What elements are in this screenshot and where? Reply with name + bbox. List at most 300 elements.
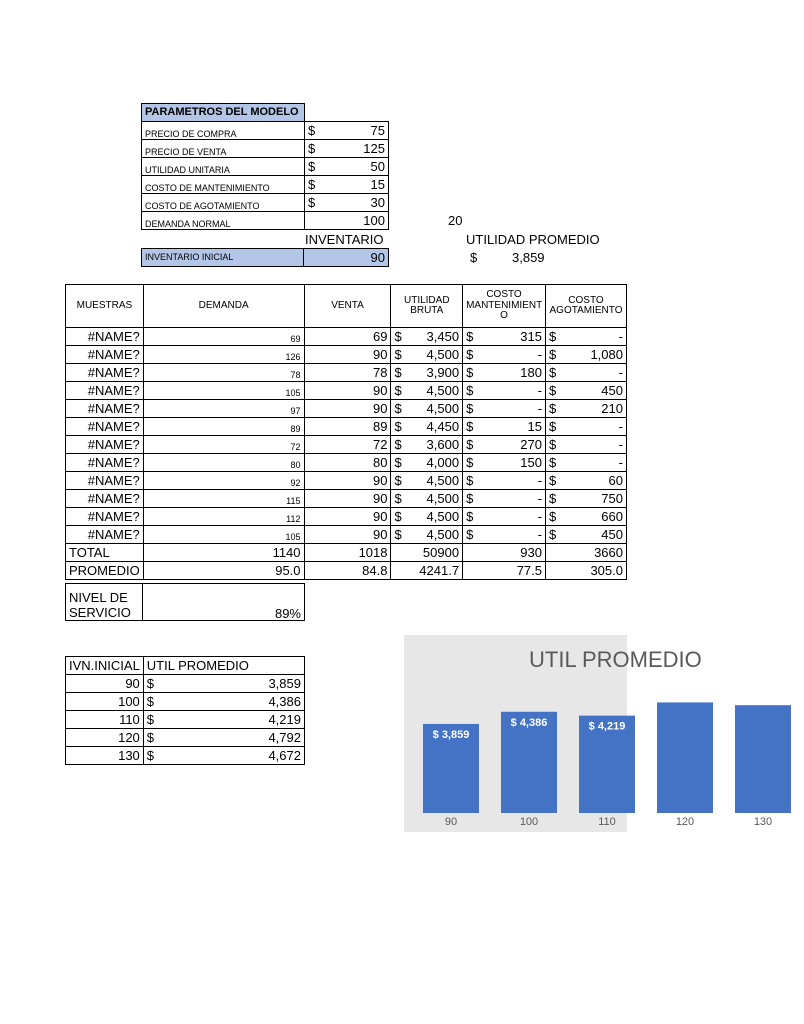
money-value (147, 731, 301, 744)
muestra-cell: #NAME? (66, 346, 144, 364)
costo-agot-cell (546, 526, 627, 544)
currency-sign: $ (549, 329, 557, 344)
table-row (66, 364, 627, 382)
table-row (66, 472, 627, 490)
money-value (549, 420, 623, 433)
amount: 450 (601, 527, 623, 542)
currency-sign: $ (394, 473, 402, 488)
currency-sign: $ (549, 509, 557, 524)
money-value (147, 749, 301, 762)
currency-sign: $ (466, 347, 474, 362)
money-value (466, 402, 542, 415)
venta-cell: 90 (304, 490, 391, 508)
prom-costo-mant: 77.5 (463, 562, 546, 580)
currency-sign: $ (549, 437, 557, 452)
money-value (549, 348, 623, 361)
sim-header-cell: UTILIDAD BRUTA (391, 285, 463, 328)
total-demanda: 1140 (143, 544, 304, 562)
amount: - (618, 365, 623, 380)
money-value (466, 456, 542, 469)
currency-sign: $ (394, 491, 402, 506)
table-row (66, 346, 627, 364)
table-row (66, 508, 627, 526)
muestra-cell: #NAME? (66, 382, 144, 400)
chart-tick-label: 110 (598, 816, 616, 828)
money-value (549, 366, 623, 379)
money-value (466, 348, 542, 361)
currency-sign: $ (394, 455, 402, 470)
table-row (66, 382, 627, 400)
param-value-cell[interactable] (304, 140, 388, 158)
param-value-cell[interactable] (304, 122, 388, 140)
currency-sign: $ (394, 419, 402, 434)
utilidad-cell (391, 418, 463, 436)
money-value (549, 510, 623, 523)
demanda-cell: 89 (143, 418, 304, 436)
amount: 4,219 (268, 712, 301, 727)
currency-sign: $ (466, 419, 474, 434)
money-value (466, 420, 542, 433)
costo-mant-cell (463, 418, 546, 436)
amount: 4,500 (426, 473, 460, 488)
costo-mant-cell (463, 526, 546, 544)
sim-header-cell: COSTO AGOTAMIENTO (546, 285, 627, 328)
amount: 3,859 (268, 676, 301, 691)
inventario-label: INVENTARIO (305, 232, 384, 247)
param-value (308, 142, 385, 155)
param-number: 125 (363, 141, 385, 156)
demanda-cell: 105 (143, 526, 304, 544)
currency-sign: $ (394, 347, 402, 362)
amount: 150 (520, 455, 542, 470)
param-value (308, 124, 385, 137)
costo-agot-cell (546, 346, 627, 364)
muestra-cell: #NAME? (66, 418, 144, 436)
amount: 660 (601, 509, 623, 524)
utilidad-cell (391, 436, 463, 454)
muestra-cell: #NAME? (66, 454, 144, 472)
amount: 60 (608, 473, 623, 488)
summary-table (65, 656, 305, 765)
amount: 4,500 (426, 509, 460, 524)
currency-sign: $ (466, 491, 474, 506)
summary-row (66, 693, 305, 711)
muestra-cell: #NAME? (66, 472, 144, 490)
money-value (466, 474, 542, 487)
param-label: DEMANDA NORMAL (142, 212, 305, 230)
costo-agot-cell (546, 400, 627, 418)
costo-mant-cell (463, 346, 546, 364)
param-row (142, 140, 389, 158)
venta-cell: 69 (304, 328, 391, 346)
venta-cell: 72 (304, 436, 391, 454)
currency-sign: $ (146, 712, 155, 727)
money-value (394, 456, 459, 469)
table-row (66, 328, 627, 346)
total-costo-mant: 930 (463, 544, 546, 562)
amount: 15 (527, 419, 542, 434)
venta-cell: 80 (304, 454, 391, 472)
amount: 450 (601, 383, 623, 398)
demanda-cell: 112 (143, 508, 304, 526)
costo-agot-cell (546, 490, 627, 508)
param-value (308, 214, 385, 227)
costo-mant-cell (463, 454, 546, 472)
currency-sign: $ (394, 329, 402, 344)
amount: - (618, 419, 623, 434)
currency-sign: $ (466, 527, 474, 542)
total-row (66, 544, 627, 562)
demanda-cell: 105 (143, 382, 304, 400)
amount: 3,900 (426, 365, 460, 380)
venta-cell: 90 (304, 526, 391, 544)
amount: 4,672 (268, 748, 301, 763)
amount: 3,450 (426, 329, 460, 344)
currency-sign: $ (466, 437, 474, 452)
summary-util (143, 675, 304, 693)
amount: - (537, 347, 542, 362)
amount: 4,500 (426, 383, 460, 398)
amount: 270 (520, 437, 542, 452)
money-value (549, 528, 623, 541)
muestra-cell: #NAME? (66, 508, 144, 526)
currency-sign: $ (466, 455, 474, 470)
muestra-cell: #NAME? (66, 526, 144, 544)
currency-sign: $ (466, 329, 474, 344)
chart-title: UTIL PROMEDIO (529, 647, 702, 672)
table-row (66, 418, 627, 436)
prom-utilidad: 4241.7 (391, 562, 463, 580)
currency-sign: $ (549, 383, 557, 398)
amount: 3,600 (426, 437, 460, 452)
demanda-cell: 97 (143, 400, 304, 418)
money-value (549, 330, 623, 343)
param-label: COSTO DE MANTENIMIENTO (142, 176, 305, 194)
chart-data-label: $ 3,859 (432, 728, 470, 741)
promedio-label: PROMEDIO (66, 562, 144, 580)
chart-tick-label: 100 (519, 816, 539, 828)
summary-row (66, 747, 305, 765)
currency-sign: $ (394, 437, 402, 452)
costo-mant-cell (463, 328, 546, 346)
amount: 4,500 (426, 527, 460, 542)
amount: 4,450 (426, 419, 460, 434)
money-value (549, 456, 623, 469)
sim-header-cell: DEMANDA (143, 285, 304, 328)
currency-sign: $ (394, 509, 402, 524)
amount: 4,792 (268, 730, 301, 745)
money-value (394, 420, 459, 433)
amount: - (537, 509, 542, 524)
sim-header-cell: MUESTRAS (66, 285, 144, 328)
demanda-cell: 126 (143, 346, 304, 364)
summary-header-inv: IVN.INICIAL (66, 657, 144, 675)
param-value-cell[interactable] (304, 212, 388, 230)
utilidad-promedio-label: UTILIDAD PROMEDIO (466, 232, 600, 247)
param-label: PRECIO DE VENTA (142, 140, 305, 158)
costo-agot-cell (546, 508, 627, 526)
total-utilidad: 50900 (391, 544, 463, 562)
sim-header-cell: VENTA (304, 285, 391, 328)
costo-agot-cell (546, 328, 627, 346)
table-row (66, 490, 627, 508)
total-venta: 1018 (304, 544, 391, 562)
param-row (142, 122, 389, 140)
summary-inv: 110 (66, 711, 144, 729)
currency-sign: $ (146, 676, 155, 691)
money-value (394, 438, 459, 451)
chart-tick-label: 90 (444, 816, 458, 828)
params-title: PARAMETROS DEL MODELO (142, 104, 305, 122)
util-prom-currency: $ (470, 250, 478, 265)
costo-agot-cell (546, 454, 627, 472)
currency-sign: $ (466, 509, 474, 524)
chart-data-label: $ 4,386 (510, 716, 548, 729)
param-number: 50 (370, 159, 385, 174)
utilidad-cell (391, 472, 463, 490)
money-value (466, 384, 542, 397)
summary-inv: 100 (66, 693, 144, 711)
money-value (394, 510, 459, 523)
util-prom-value: 3,859 (512, 250, 545, 265)
param-value-cell[interactable] (304, 194, 388, 212)
param-currency: $ (307, 159, 316, 174)
demanda-cell: 80 (143, 454, 304, 472)
muestra-cell: #NAME? (66, 436, 144, 454)
currency-sign: $ (549, 347, 557, 362)
prom-venta: 84.8 (304, 562, 391, 580)
summary-util (143, 711, 304, 729)
sim-header-cell: COSTO MANTENIMIENT O (463, 285, 546, 328)
chart-bar[interactable] (735, 705, 791, 813)
inventario-inicial-table (141, 248, 389, 267)
summary-row (66, 711, 305, 729)
chart-plot (404, 635, 804, 832)
money-value (394, 384, 459, 397)
amount: - (537, 527, 542, 542)
summary-row (66, 675, 305, 693)
param-number: 75 (370, 123, 385, 138)
currency-sign: $ (394, 401, 402, 416)
amount: 1,080 (590, 347, 623, 362)
currency-sign: $ (146, 694, 155, 709)
param-value (308, 160, 385, 173)
param-label: UTILIDAD UNITARIA (142, 158, 305, 176)
currency-sign: $ (146, 748, 155, 763)
summary-util (143, 729, 304, 747)
param-number: 30 (370, 195, 385, 210)
money-value (466, 492, 542, 505)
utilidad-cell (391, 328, 463, 346)
amount: 4,500 (426, 491, 460, 506)
currency-sign: $ (466, 383, 474, 398)
costo-mant-cell (463, 436, 546, 454)
currency-sign: $ (394, 365, 402, 380)
utilidad-cell (391, 454, 463, 472)
venta-cell: 89 (304, 418, 391, 436)
currency-sign: $ (146, 730, 155, 745)
simulation-table (65, 284, 627, 580)
param-value (308, 178, 385, 191)
amount: - (537, 401, 542, 416)
summary-inv: 120 (66, 729, 144, 747)
venta-cell: 78 (304, 364, 391, 382)
nivel-servicio-table (65, 583, 305, 621)
params-table (141, 103, 389, 230)
currency-sign: $ (466, 473, 474, 488)
costo-agot-cell (546, 418, 627, 436)
utilidad-cell (391, 508, 463, 526)
table-row (66, 454, 627, 472)
muestra-cell: #NAME? (66, 328, 144, 346)
sim-header-row (66, 285, 627, 328)
param-number: 100 (363, 213, 385, 228)
promedio-row (66, 562, 627, 580)
amount: 4,000 (426, 455, 460, 470)
utilidad-cell (391, 346, 463, 364)
param-label: PRECIO DE COMPRA (142, 122, 305, 140)
money-value (394, 492, 459, 505)
param-value-cell[interactable] (304, 176, 388, 194)
muestra-cell: #NAME? (66, 364, 144, 382)
summary-inv: 130 (66, 747, 144, 765)
inventario-inicial-label: INVENTARIO INICIAL (142, 249, 304, 267)
utilidad-cell (391, 382, 463, 400)
amount: - (537, 491, 542, 506)
money-value (549, 474, 623, 487)
amount: 4,500 (426, 347, 460, 362)
nivel-servicio-value: 89% (142, 584, 304, 621)
amount: 4,386 (268, 694, 301, 709)
amount: 750 (601, 491, 623, 506)
money-value (147, 677, 301, 690)
demanda-cell: 115 (143, 490, 304, 508)
muestra-cell: #NAME? (66, 490, 144, 508)
demanda-cell: 72 (143, 436, 304, 454)
amount: - (618, 437, 623, 452)
summary-util (143, 693, 304, 711)
summary-util (143, 747, 304, 765)
summary-row (66, 729, 305, 747)
costo-agot-cell (546, 382, 627, 400)
money-value (394, 402, 459, 415)
money-value (466, 528, 542, 541)
amount: 315 (520, 329, 542, 344)
costo-agot-cell (546, 472, 627, 490)
money-value (466, 438, 542, 451)
costo-mant-cell (463, 508, 546, 526)
money-value (466, 366, 542, 379)
param-currency: $ (307, 141, 316, 156)
currency-sign: $ (394, 527, 402, 542)
currency-sign: $ (549, 419, 557, 434)
chart-tick-label: 120 (675, 816, 695, 828)
amount: - (537, 383, 542, 398)
util-promedio-chart[interactable] (404, 635, 773, 832)
costo-mant-cell (463, 382, 546, 400)
chart-bar[interactable] (657, 702, 713, 813)
amount: 4,500 (426, 401, 460, 416)
costo-agot-cell (546, 436, 627, 454)
chart-data-label: $ 4,219 (588, 720, 626, 733)
money-value (466, 510, 542, 523)
utilidad-cell (391, 526, 463, 544)
currency-sign: $ (549, 455, 557, 470)
prom-costo-agot: 305.0 (546, 562, 627, 580)
demanda-cell: 78 (143, 364, 304, 382)
utilidad-cell (391, 490, 463, 508)
param-currency: $ (307, 177, 316, 192)
param-row (142, 212, 389, 230)
param-value-cell[interactable] (304, 158, 388, 176)
muestra-cell: #NAME? (66, 400, 144, 418)
currency-sign: $ (549, 365, 557, 380)
currency-sign: $ (549, 401, 557, 416)
summary-header-util: UTIL PROMEDIO (143, 657, 304, 675)
venta-cell: 90 (304, 472, 391, 490)
param-row (142, 194, 389, 212)
money-value (394, 528, 459, 541)
money-value (549, 492, 623, 505)
param-number: 15 (370, 177, 385, 192)
currency-sign: $ (466, 401, 474, 416)
money-value (394, 330, 459, 343)
param-value (308, 196, 385, 209)
amount: 210 (601, 401, 623, 416)
venta-cell: 90 (304, 400, 391, 418)
amount: - (537, 473, 542, 488)
demanda-cell: 92 (143, 472, 304, 490)
summary-inv: 90 (66, 675, 144, 693)
param-currency: $ (307, 123, 316, 138)
money-value (394, 348, 459, 361)
demanda-cell: 69 (143, 328, 304, 346)
money-value (549, 384, 623, 397)
param-row (142, 176, 389, 194)
costo-agot-cell (546, 364, 627, 382)
currency-sign: $ (466, 365, 474, 380)
extra-value: 20 (448, 213, 463, 228)
utilidad-cell (391, 400, 463, 418)
currency-sign: $ (549, 473, 557, 488)
money-value (394, 474, 459, 487)
venta-cell: 90 (304, 346, 391, 364)
amount: - (618, 455, 623, 470)
costo-mant-cell (463, 490, 546, 508)
costo-mant-cell (463, 364, 546, 382)
prom-demanda: 95.0 (143, 562, 304, 580)
table-row (66, 436, 627, 454)
total-costo-agot: 3660 (546, 544, 627, 562)
param-currency: $ (307, 195, 316, 210)
table-row (66, 400, 627, 418)
currency-sign: $ (549, 491, 557, 506)
costo-mant-cell (463, 472, 546, 490)
currency-sign: $ (394, 383, 402, 398)
venta-cell: 90 (304, 382, 391, 400)
amount: - (618, 329, 623, 344)
nivel-servicio-label: NIVEL DE SERVICIO (66, 584, 143, 621)
chart-tick-label: 130 (753, 816, 773, 828)
param-label: COSTO DE AGOTAMIENTO (142, 194, 305, 212)
money-value (394, 366, 459, 379)
inventario-inicial-input[interactable]: 90 (304, 249, 389, 267)
money-value (549, 402, 623, 415)
money-value (549, 438, 623, 451)
money-value (147, 713, 301, 726)
table-row (66, 526, 627, 544)
amount: 180 (520, 365, 542, 380)
